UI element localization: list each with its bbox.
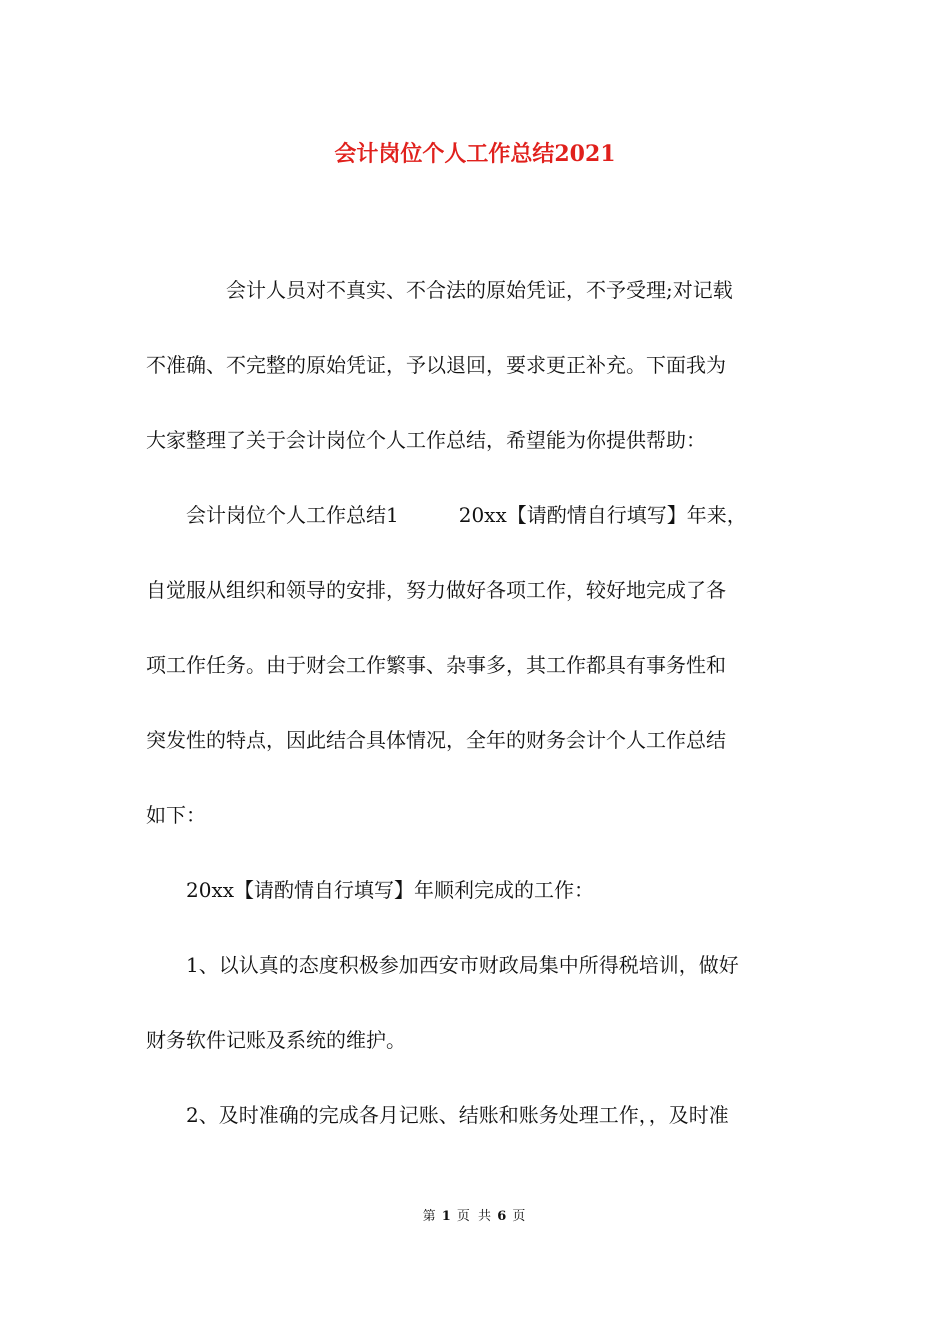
body-line: 项工作任务。由于财会工作繁事、杂事多，其工作都具有事务性和 <box>146 653 726 677</box>
body-line: 财务软件记账及系统的维护。 <box>146 1028 406 1052</box>
footer-suffix: 页 <box>512 1209 528 1224</box>
body-line: 自觉服从组织和领导的安排，努力做好各项工作，较好地完成了各 <box>146 578 726 602</box>
footer-total-pages: 6 <box>497 1209 509 1224</box>
document-title: 会计岗位个人工作总结2021 <box>334 141 616 167</box>
footer-prefix: 第 <box>422 1209 438 1224</box>
document-body <box>146 272 806 1172</box>
body-line: 会计岗位个人工作总结1 20xx【请酌情自行填写】年来， <box>146 503 747 527</box>
footer-middle: 页 共 <box>456 1209 494 1224</box>
body-line: 如下： <box>146 803 206 827</box>
footer-page-number: 1 <box>441 1209 453 1224</box>
body-line: 大家整理了关于会计岗位个人工作总结，希望能为你提供帮助： <box>146 428 706 452</box>
body-line: 突发性的特点，因此结合具体情况，全年的财务会计个人工作总结 <box>146 728 726 752</box>
body-line: 20xx【请酌情自行填写】年顺利完成的工作： <box>146 878 595 902</box>
body-line: 不准确、不完整的原始凭证，予以退回，要求更正补充。下面我为 <box>146 353 726 377</box>
page-footer <box>0 1207 950 1227</box>
body-line: 2、及时准确的完成各月记账、结账和账务处理工作，，及时准 <box>146 1103 729 1127</box>
body-line: 会计人员对不真实、不合法的原始凭证，不予受理;对记载 <box>146 278 733 302</box>
body-line: 1、以认真的态度积极参加西安市财政局集中所得税培训，做好 <box>146 953 739 977</box>
